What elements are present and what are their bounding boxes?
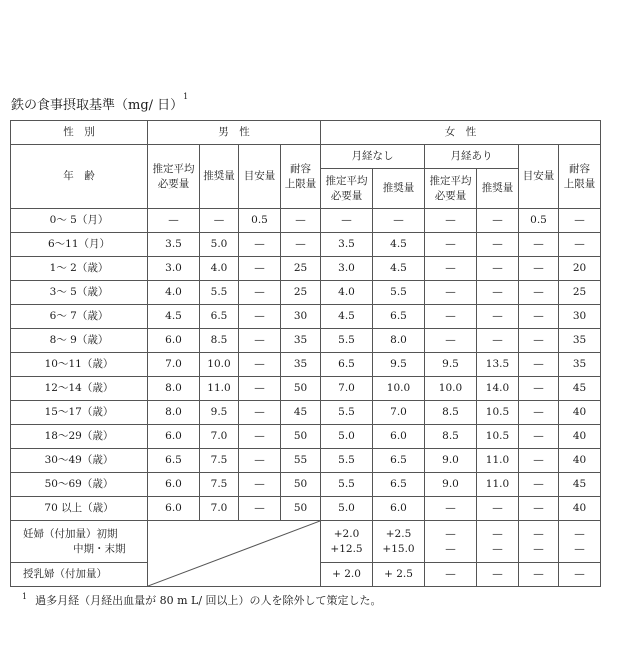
value-cell-f-ai: — (519, 281, 559, 305)
table-row (11, 353, 601, 377)
value-cell-f2-ear: — (425, 305, 477, 329)
value-cell-f1-rda: 6.5 (373, 473, 425, 497)
value-cell-m-rda: 5.0 (200, 233, 239, 257)
value-cell-f-ai: — (519, 497, 559, 521)
header-with-menses: 月経あり (425, 145, 519, 169)
header-male: 男 性 (148, 121, 321, 145)
age-cell: 18～29（歳） (11, 425, 148, 449)
table-row (11, 377, 601, 401)
lactating-ul: — (559, 563, 601, 587)
value-cell-f2-ear: — (425, 329, 477, 353)
age-cell: 0～ 5（月） (11, 209, 148, 233)
value-cell-f-ai: — (519, 257, 559, 281)
age-cell: 6～11（月） (11, 233, 148, 257)
value-cell-f2-ear: 10.0 (425, 377, 477, 401)
value-cell-f-ai: 0.5 (519, 209, 559, 233)
footnote-text: 過多月経（月経出血量が 80 m L/ 回以上）の人を除外して策定した。 (35, 594, 382, 607)
value-cell-m-rda: 10.0 (200, 353, 239, 377)
value-cell-f-ai: — (519, 329, 559, 353)
footnote-mark: 1 (22, 592, 28, 602)
title-footnote-mark: 1 (183, 92, 189, 101)
value-cell-m-ear: 4.0 (148, 281, 200, 305)
value-cell-f2-ear: 8.5 (425, 425, 477, 449)
value-cell-f-ai: — (519, 233, 559, 257)
lactating-ear: + 2.0 (321, 563, 373, 587)
value-cell-m-ai: — (239, 329, 281, 353)
value-cell-f-ul: 25 (559, 281, 601, 305)
value-cell-m-ai: 0.5 (239, 209, 281, 233)
value-cell-m-ul: 25 (281, 257, 321, 281)
value-cell-f2-ear: — (425, 497, 477, 521)
value-cell-m-ear: — (148, 209, 200, 233)
value-cell-f1-rda: 6.0 (373, 425, 425, 449)
table-additions (11, 521, 601, 587)
value-cell-f2-rda: — (477, 329, 519, 353)
table-row (11, 305, 601, 329)
value-cell-f-ul: 30 (559, 305, 601, 329)
value-cell-f1-ear: 5.0 (321, 497, 373, 521)
value-cell-f-ul: — (559, 209, 601, 233)
value-cell-m-ul: 30 (281, 305, 321, 329)
age-cell: 15～17（歳） (11, 401, 148, 425)
value-cell-f2-ear: — (425, 233, 477, 257)
value-cell-m-ul: 55 (281, 449, 321, 473)
value-cell-f2-ear: 8.5 (425, 401, 477, 425)
table-row (11, 401, 601, 425)
value-cell-m-ul: 50 (281, 473, 321, 497)
header-with-menses-ear: 推定平均 必要量 (425, 169, 477, 209)
value-cell-m-ul: 25 (281, 281, 321, 305)
value-cell-m-ai: — (239, 401, 281, 425)
value-cell-f1-rda: 10.0 (373, 377, 425, 401)
value-cell-f1-ear: 7.0 (321, 377, 373, 401)
table-title (11, 94, 188, 113)
value-cell-f-ai: — (519, 473, 559, 497)
value-cell-m-ul: 45 (281, 401, 321, 425)
value-cell-f1-ear: 5.0 (321, 425, 373, 449)
age-cell: 3～ 5（歳） (11, 281, 148, 305)
header-male-ai: 目安量 (239, 145, 281, 209)
table-row (11, 473, 601, 497)
value-cell-m-ear: 3.5 (148, 233, 200, 257)
value-cell-f-ul: — (559, 233, 601, 257)
value-cell-f1-rda: 6.0 (373, 497, 425, 521)
value-cell-f2-rda: — (477, 209, 519, 233)
value-cell-m-rda: — (200, 209, 239, 233)
value-cell-f1-rda: — (373, 209, 425, 233)
value-cell-f1-rda: 5.5 (373, 281, 425, 305)
table-row (11, 425, 601, 449)
pregnant-label: 妊婦（付加量）初期 中期・末期 (11, 521, 148, 563)
pregnant-ul: — — (559, 521, 601, 563)
value-cell-m-rda: 6.5 (200, 305, 239, 329)
value-cell-m-ear: 3.0 (148, 257, 200, 281)
value-cell-f1-ear: 5.5 (321, 329, 373, 353)
table-row (11, 497, 601, 521)
value-cell-m-rda: 7.0 (200, 425, 239, 449)
pregnant-row (11, 521, 601, 563)
header-no-menses: 月経なし (321, 145, 425, 169)
value-cell-f1-rda: 6.5 (373, 449, 425, 473)
value-cell-m-ul: 50 (281, 377, 321, 401)
value-cell-f-ul: 45 (559, 377, 601, 401)
lactating-ai: — (519, 563, 559, 587)
header-male-rda: 推奨量 (200, 145, 239, 209)
value-cell-f1-ear: 6.5 (321, 353, 373, 377)
value-cell-m-rda: 7.5 (200, 449, 239, 473)
value-cell-f2-ear: — (425, 281, 477, 305)
value-cell-f2-rda: 14.0 (477, 377, 519, 401)
value-cell-f2-rda: 11.0 (477, 449, 519, 473)
table-row (11, 329, 601, 353)
value-cell-f1-ear: 3.5 (321, 233, 373, 257)
pregnant-menses-ear: — — (425, 521, 477, 563)
value-cell-f1-rda: 4.5 (373, 257, 425, 281)
age-cell: 10～11（歳） (11, 353, 148, 377)
value-cell-f2-rda: 10.5 (477, 425, 519, 449)
value-cell-m-rda: 8.5 (200, 329, 239, 353)
value-cell-f1-rda: 8.0 (373, 329, 425, 353)
value-cell-f-ai: — (519, 377, 559, 401)
header-male-ear: 推定平均 必要量 (148, 145, 200, 209)
pregnant-ear: +2.0 +12.5 (321, 521, 373, 563)
value-cell-f2-rda: — (477, 281, 519, 305)
value-cell-f2-rda: 13.5 (477, 353, 519, 377)
header-sex: 性 別 (11, 121, 148, 145)
header-female-ai: 目安量 (519, 145, 559, 209)
value-cell-f-ai: — (519, 353, 559, 377)
value-cell-m-ul: 50 (281, 497, 321, 521)
value-cell-f1-ear: 4.0 (321, 281, 373, 305)
table-row (11, 233, 601, 257)
value-cell-f2-rda: — (477, 257, 519, 281)
value-cell-f-ul: 40 (559, 449, 601, 473)
value-cell-f2-ear: — (425, 257, 477, 281)
value-cell-f1-ear: 5.5 (321, 473, 373, 497)
value-cell-f2-rda: — (477, 497, 519, 521)
value-cell-f-ai: — (519, 305, 559, 329)
value-cell-f2-rda: 11.0 (477, 473, 519, 497)
value-cell-f1-rda: 7.0 (373, 401, 425, 425)
age-cell: 30～49（歳） (11, 449, 148, 473)
value-cell-f1-ear: 5.5 (321, 449, 373, 473)
value-cell-m-rda: 7.5 (200, 473, 239, 497)
value-cell-m-ear: 6.5 (148, 449, 200, 473)
value-cell-f2-ear: — (425, 209, 477, 233)
value-cell-f1-ear: 3.0 (321, 257, 373, 281)
age-cell: 8～ 9（歳） (11, 329, 148, 353)
header-female: 女 性 (321, 121, 601, 145)
value-cell-m-ai: — (239, 233, 281, 257)
value-cell-m-rda: 11.0 (200, 377, 239, 401)
value-cell-f2-rda: — (477, 233, 519, 257)
value-cell-f1-rda: 9.5 (373, 353, 425, 377)
value-cell-m-ear: 6.0 (148, 329, 200, 353)
value-cell-m-ear: 4.5 (148, 305, 200, 329)
age-cell: 50～69（歳） (11, 473, 148, 497)
value-cell-f1-ear: — (321, 209, 373, 233)
value-cell-f-ai: — (519, 449, 559, 473)
header-no-menses-rda: 推奨量 (373, 169, 425, 209)
table-row (11, 449, 601, 473)
value-cell-f2-ear: 9.0 (425, 473, 477, 497)
header-no-menses-ear: 推定平均 必要量 (321, 169, 373, 209)
lactating-menses-rda: — (477, 563, 519, 587)
value-cell-f-ul: 40 (559, 425, 601, 449)
value-cell-m-ai: — (239, 449, 281, 473)
value-cell-f1-ear: 5.5 (321, 401, 373, 425)
value-cell-f1-rda: 4.5 (373, 233, 425, 257)
lactating-label: 授乳婦（付加量） (11, 563, 148, 587)
pregnant-menses-rda: — — (477, 521, 519, 563)
table-row (11, 281, 601, 305)
header-age: 年 齢 (11, 145, 148, 209)
value-cell-f1-ear: 4.5 (321, 305, 373, 329)
value-cell-f1-rda: 6.5 (373, 305, 425, 329)
pregnant-rda: +2.5 +15.0 (373, 521, 425, 563)
value-cell-m-rda: 5.5 (200, 281, 239, 305)
value-cell-m-ul: 35 (281, 353, 321, 377)
value-cell-f-ul: 35 (559, 353, 601, 377)
value-cell-m-ear: 6.0 (148, 425, 200, 449)
table-row (11, 209, 601, 233)
value-cell-f2-ear: 9.5 (425, 353, 477, 377)
value-cell-m-ear: 7.0 (148, 353, 200, 377)
header-with-menses-rda: 推奨量 (477, 169, 519, 209)
value-cell-f-ai: — (519, 425, 559, 449)
value-cell-m-ai: — (239, 281, 281, 305)
value-cell-f-ai: — (519, 401, 559, 425)
lactating-rda: + 2.5 (373, 563, 425, 587)
value-cell-m-rda: 9.5 (200, 401, 239, 425)
value-cell-m-ul: 50 (281, 425, 321, 449)
age-cell: 12～14（歳） (11, 377, 148, 401)
value-cell-m-ai: — (239, 377, 281, 401)
age-cell: 6～ 7（歳） (11, 305, 148, 329)
lactating-menses-ear: — (425, 563, 477, 587)
value-cell-f-ul: 20 (559, 257, 601, 281)
value-cell-m-ai: — (239, 473, 281, 497)
value-cell-f2-rda: — (477, 305, 519, 329)
table-header (11, 121, 601, 209)
value-cell-m-ear: 8.0 (148, 377, 200, 401)
age-cell: 1～ 2（歳） (11, 257, 148, 281)
table-body (11, 209, 601, 521)
iron-intake-table (10, 120, 601, 587)
value-cell-m-ul: — (281, 209, 321, 233)
header-male-ul: 耐容 上限量 (281, 145, 321, 209)
value-cell-f-ul: 40 (559, 401, 601, 425)
value-cell-m-ear: 6.0 (148, 473, 200, 497)
value-cell-m-rda: 7.0 (200, 497, 239, 521)
value-cell-m-ai: — (239, 425, 281, 449)
age-cell: 70 以上（歳） (11, 497, 148, 521)
value-cell-f-ul: 35 (559, 329, 601, 353)
value-cell-m-ear: 8.0 (148, 401, 200, 425)
footnote (22, 592, 382, 608)
value-cell-m-ai: — (239, 305, 281, 329)
title-text: 鉄の食事摂取基準（mg/ 日） (11, 98, 184, 113)
pregnant-ai: — — (519, 521, 559, 563)
value-cell-m-rda: 4.0 (200, 257, 239, 281)
value-cell-f2-ear: 9.0 (425, 449, 477, 473)
table-row (11, 257, 601, 281)
header-female-ul: 耐容 上限量 (559, 145, 601, 209)
value-cell-m-ai: — (239, 257, 281, 281)
value-cell-f-ul: 45 (559, 473, 601, 497)
value-cell-m-ul: — (281, 233, 321, 257)
value-cell-f-ul: 40 (559, 497, 601, 521)
value-cell-m-ul: 35 (281, 329, 321, 353)
value-cell-m-ai: — (239, 353, 281, 377)
value-cell-m-ear: 6.0 (148, 497, 200, 521)
value-cell-f2-rda: 10.5 (477, 401, 519, 425)
value-cell-m-ai: — (239, 497, 281, 521)
not-applicable-diagonal (148, 521, 321, 587)
